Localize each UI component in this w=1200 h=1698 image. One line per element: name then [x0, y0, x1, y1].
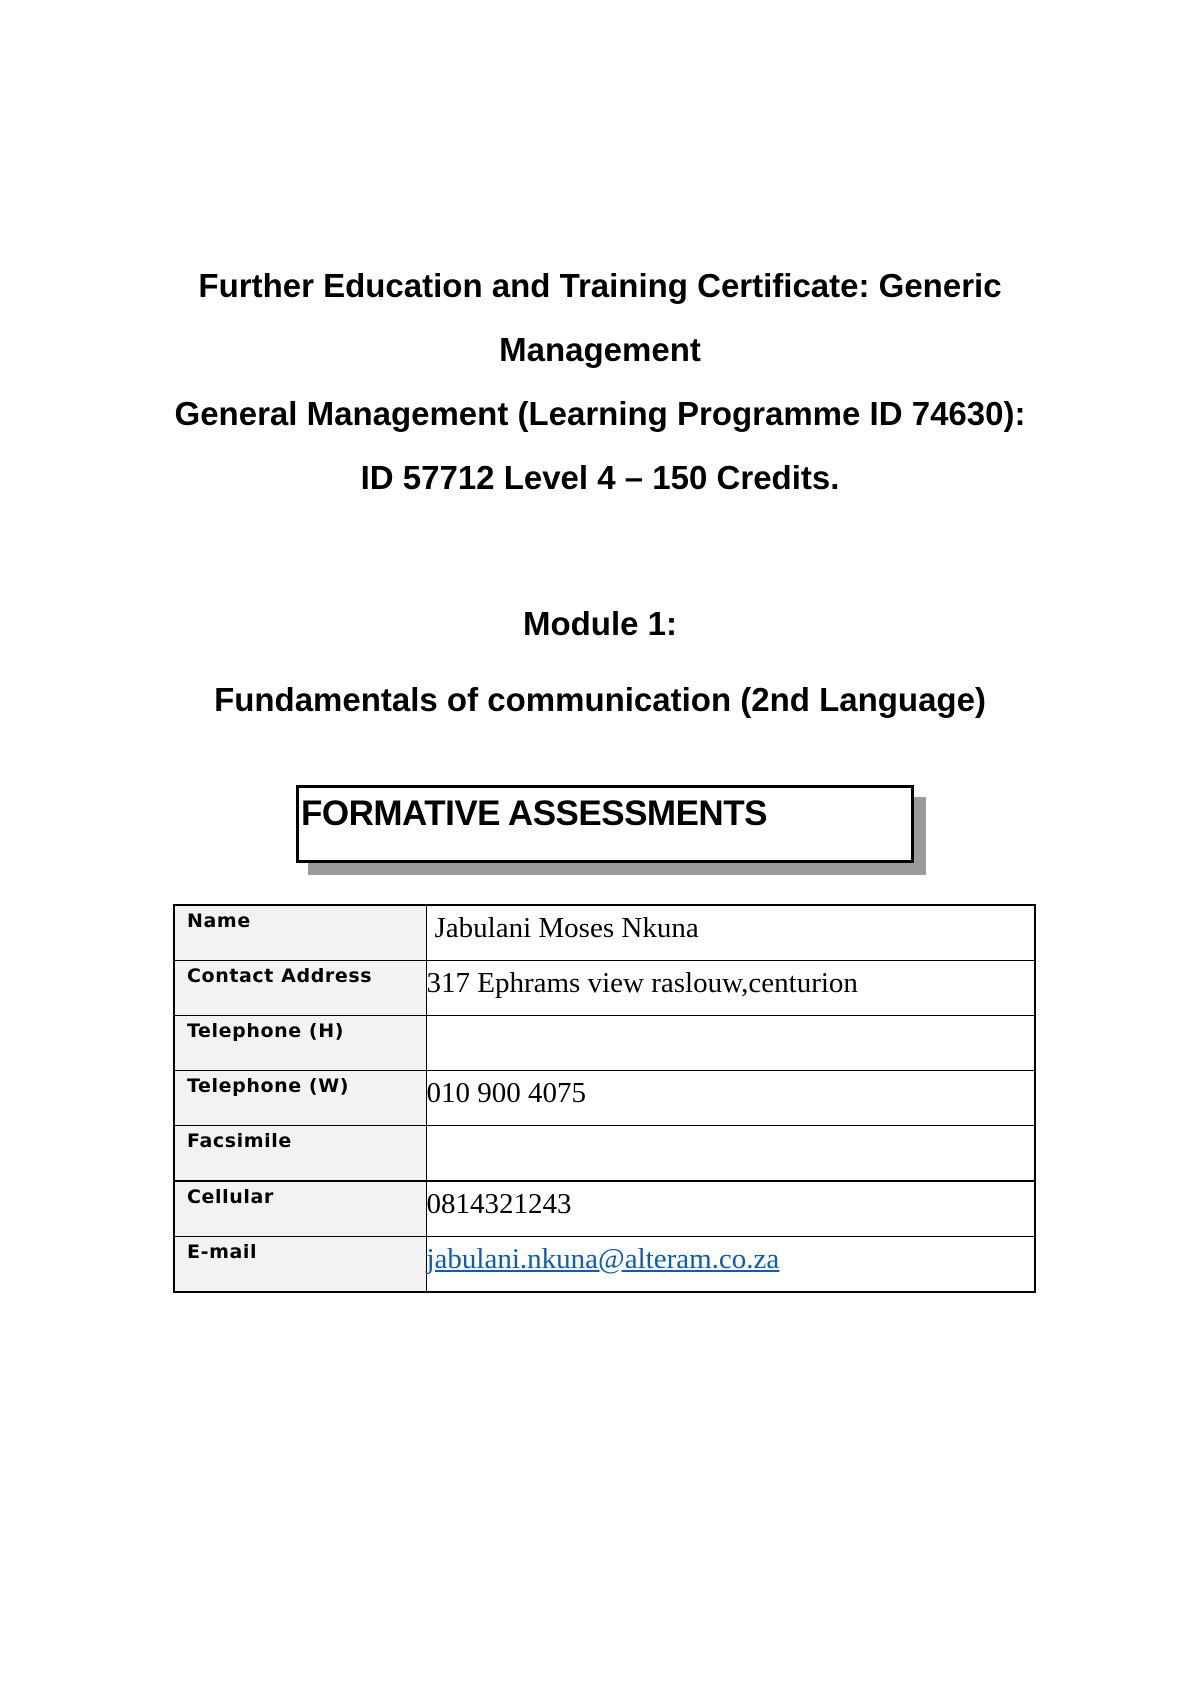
telephone-home-value — [426, 1016, 1035, 1071]
module-heading — [0, 592, 1200, 732]
contact-address-value: 317 Ephrams view raslouw,centurion — [426, 961, 1035, 1016]
telephone-home-label: Telephone (H) — [174, 1016, 426, 1071]
table-row — [174, 1016, 1035, 1071]
formative-assessments-label: FORMATIVE ASSESSMENTS — [301, 794, 767, 833]
table-row — [174, 1181, 1035, 1237]
module-name: Fundamentals of communication (2nd Language) — [214, 681, 986, 718]
name-value: Jabulani Moses Nkuna — [426, 905, 1035, 961]
name-label: Name — [174, 905, 426, 961]
email-label: E-mail — [174, 1237, 426, 1293]
certificate-title — [0, 254, 1200, 510]
title-line-1: Further Education and Training Certificate: Generic — [198, 267, 1002, 304]
email-link[interactable]: jabulani.nkuna@alteram.co.za — [426, 1243, 780, 1275]
module-number: Module 1: — [523, 605, 677, 642]
formative-assessments-box — [296, 785, 914, 863]
table-row — [174, 1237, 1035, 1293]
title-line-2: Management — [499, 331, 701, 368]
table-row — [174, 1126, 1035, 1182]
table-row — [174, 1071, 1035, 1126]
table-row — [174, 905, 1035, 961]
contact-address-label: Contact Address — [174, 961, 426, 1016]
facsimile-value — [426, 1126, 1035, 1182]
table-row — [174, 961, 1035, 1016]
cellular-value: 0814321243 — [426, 1181, 1035, 1237]
telephone-work-label: Telephone (W) — [174, 1071, 426, 1126]
facsimile-label: Facsimile — [174, 1126, 426, 1182]
learner-details-table — [173, 904, 1036, 1293]
cellular-label: Cellular — [174, 1181, 426, 1237]
email-value-cell — [426, 1237, 1035, 1293]
title-line-4: ID 57712 Level 4 – 150 Credits. — [360, 459, 840, 496]
telephone-work-value: 010 900 4075 — [426, 1071, 1035, 1126]
title-line-3: General Management (Learning Programme ID 74630): — [174, 395, 1026, 432]
